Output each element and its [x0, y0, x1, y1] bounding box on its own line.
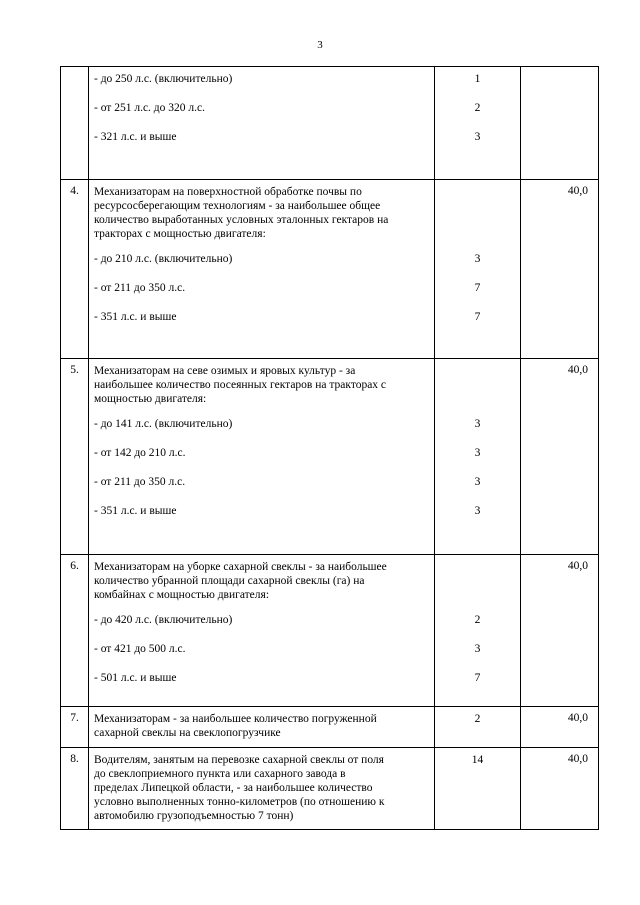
description-line: наибольшее количество посеянных гектаров на тракторах с: [94, 379, 387, 391]
points-cell: [435, 359, 521, 555]
row-number: 4.: [61, 180, 89, 359]
rate-cell: 40,0: [521, 180, 599, 359]
row-number: 8.: [61, 748, 89, 830]
power-range-label: - 351 л.с. и выше: [94, 311, 177, 323]
description-line: ресурсосберегающим технологиям - за наибольшее общее: [94, 200, 381, 212]
row-number: 6.: [61, 555, 89, 707]
row-description: [89, 359, 435, 555]
points-value: 3: [474, 643, 481, 655]
description-line: комбайнах с мощностью двигателя:: [94, 589, 270, 601]
table-row: [61, 180, 599, 359]
description-line: до свеклоприемного пункта или сахарного завода в: [94, 768, 346, 780]
description-line: Механизаторам - за наибольшее количество погруженной: [94, 713, 377, 725]
power-range-label: - 321 л.с. и выше: [94, 131, 177, 143]
points-value: 7: [474, 311, 481, 323]
page-number: 3: [317, 39, 323, 51]
description-line: количество убранной площади сахарной свеклы (га) на: [94, 575, 365, 587]
rate-cell: 40,0: [521, 359, 599, 555]
rate-cell: 40,0: [521, 748, 599, 830]
row-description: [89, 707, 435, 748]
points-value: 3: [474, 418, 481, 430]
table-row: [61, 67, 599, 180]
points-value: 2: [474, 102, 481, 114]
description-line: сахарной свеклы на свеклопогрузчике: [94, 727, 281, 739]
points-cell: [435, 748, 521, 830]
description-line: Механизаторам на уборке сахарной свеклы - за наибольшее: [94, 561, 387, 573]
power-range-label: - 501 л.с. и выше: [94, 672, 177, 684]
power-range-label: - 351 л.с. и выше: [94, 505, 177, 517]
power-range-label: - от 421 до 500 л.с.: [94, 643, 186, 655]
power-range-label: - от 142 до 210 л.с.: [94, 447, 186, 459]
power-range-label: - до 210 л.с. (включительно): [94, 253, 233, 265]
points-value: 7: [474, 672, 481, 684]
power-range-label: - до 250 л.с. (включительно): [94, 73, 233, 85]
points-value: 3: [474, 447, 481, 459]
criteria-table: [60, 66, 599, 830]
points-value: 2: [474, 713, 481, 725]
points-cell: [435, 180, 521, 359]
row-description: [89, 67, 435, 180]
power-range-label: - от 211 до 350 л.с.: [94, 282, 186, 294]
row-number: [61, 67, 89, 180]
row-number: 7.: [61, 707, 89, 748]
points-value: 3: [474, 131, 481, 143]
power-range-label: - от 211 до 350 л.с.: [94, 476, 186, 488]
points-value: 3: [474, 476, 481, 488]
table-row: [61, 707, 599, 748]
table-row: [61, 748, 599, 830]
description-line: пределах Липецкой области, - за наибольшее количество: [94, 782, 373, 794]
row-description: [89, 555, 435, 707]
description-line: автомобилю грузоподъемностью 7 тонн): [94, 810, 294, 822]
row-description: [89, 748, 435, 830]
description-line: тракторах с мощностью двигателя:: [94, 228, 266, 240]
power-range-label: - до 141 л.с. (включительно): [94, 418, 233, 430]
description-line: Водителям, занятым на перевозке сахарной свеклы от поля: [94, 754, 384, 766]
points-value: 3: [474, 505, 481, 517]
description-line: мощностью двигателя:: [94, 393, 207, 405]
rate-cell: 40,0: [521, 555, 599, 707]
description-line: условно выполненных тонно-километров (по отношению к: [94, 796, 385, 808]
table-row: [61, 359, 599, 555]
description-line: Механизаторам на севе озимых и яровых культур - за: [94, 365, 356, 377]
points-value: 1: [474, 73, 481, 85]
row-number: 5.: [61, 359, 89, 555]
description-line: количество выработанных условных эталонных гектаров на: [94, 214, 389, 226]
points-cell: [435, 67, 521, 180]
points-cell: [435, 707, 521, 748]
points-value: 3: [474, 253, 481, 265]
rate-cell: 40,0: [521, 707, 599, 748]
points-value: 7: [474, 282, 481, 294]
row-description: [89, 180, 435, 359]
rate-cell: [521, 67, 599, 180]
points-value: 14: [471, 754, 484, 766]
power-range-label: - от 251 л.с. до 320 л.с.: [94, 102, 205, 114]
points-cell: [435, 555, 521, 707]
points-value: 2: [474, 614, 481, 626]
table-row: [61, 555, 599, 707]
description-line: Механизаторам на поверхностной обработке почвы по: [94, 186, 362, 198]
power-range-label: - до 420 л.с. (включительно): [94, 614, 233, 626]
